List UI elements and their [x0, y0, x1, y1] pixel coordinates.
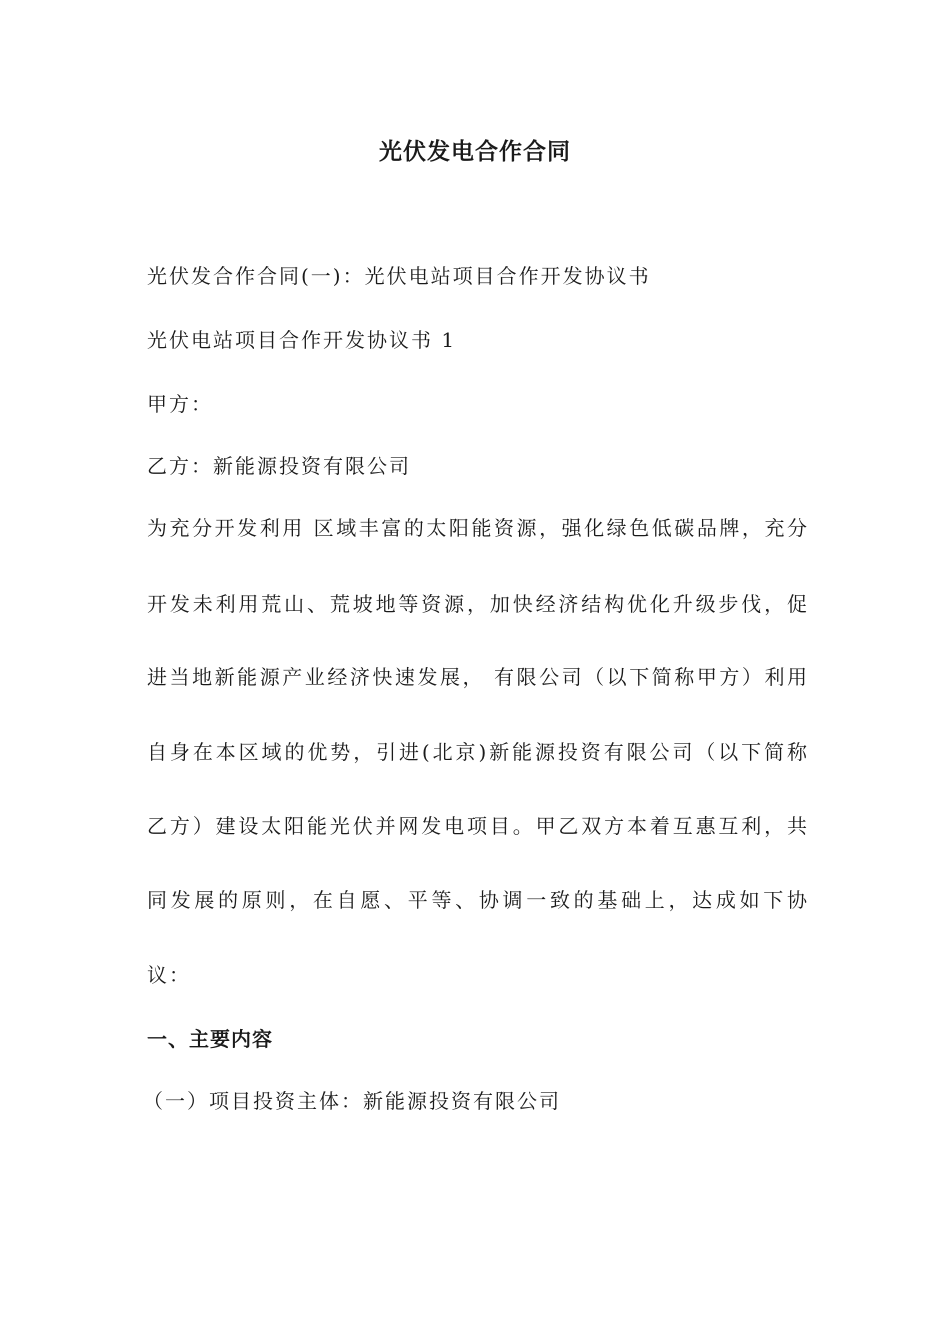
section-1-item-1: （一）项目投资主体：新能源投资有限公司: [143, 1089, 561, 1113]
party-a: 甲方：: [147, 392, 213, 416]
preamble-line-7: 议：: [147, 963, 191, 987]
document-title: 光伏发电合作合同: [379, 139, 571, 165]
preamble-line-6: 同发展的原则，在自愿、平等、协调一致的基础上，达成如下协: [147, 888, 807, 912]
agreement-name: 光伏电站项目合作开发协议书 1: [147, 328, 457, 352]
preamble-line-1: 为充分开发利用 区域丰富的太阳能资源，强化绿色低碳品牌，充分: [147, 516, 807, 540]
preamble-line-5: 乙方）建设太阳能光伏并网发电项目。甲乙双方本着互惠互利，共: [147, 814, 807, 838]
document-subtitle: 光伏发合作合同(一)：光伏电站项目合作开发协议书: [147, 264, 651, 288]
party-b: 乙方：新能源投资有限公司: [147, 454, 411, 478]
preamble-line-4: 自身在本区域的优势，引进(北京)新能源投资有限公司（以下简称: [147, 740, 807, 764]
preamble-line-2: 开发未利用荒山、荒坡地等资源，加快经济结构优化升级步伐，促: [147, 592, 807, 616]
section-1-heading: 一、主要内容: [147, 1027, 273, 1051]
preamble-line-3: 进当地新能源产业经济快速发展， 有限公司（以下简称甲方）利用: [147, 665, 807, 689]
